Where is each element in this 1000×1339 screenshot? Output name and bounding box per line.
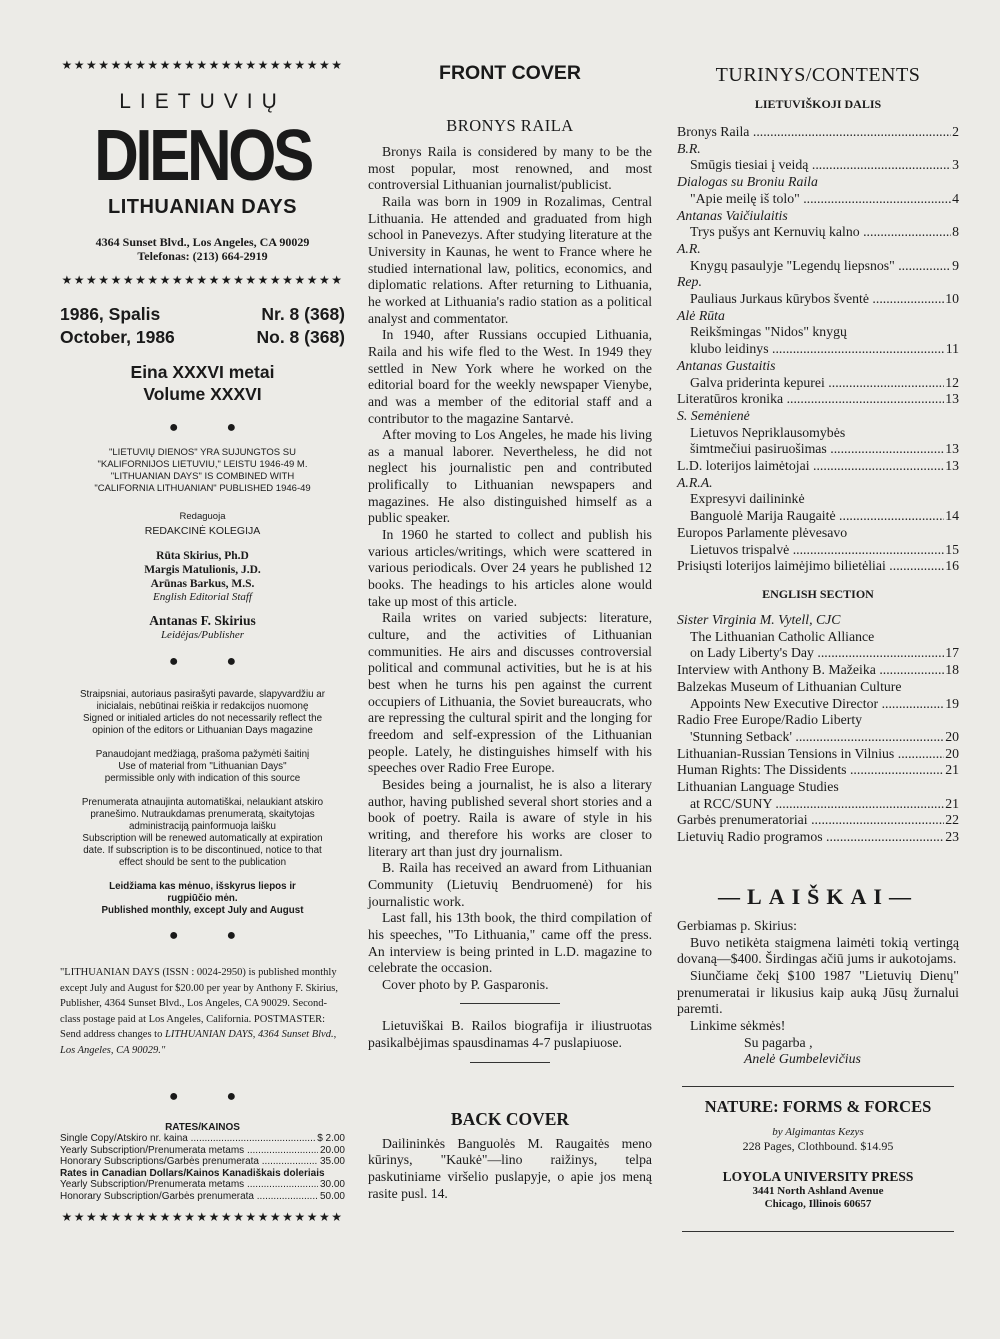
toc-author: Dialogas su Broniu Raila bbox=[677, 174, 818, 190]
lt-biography-note: Lietuviškai B. Railos biografija ir iliustruotas pasikalbėjimas spausdinamas 4-7 puslapiuose. bbox=[368, 1018, 652, 1051]
toc-entry bbox=[677, 224, 959, 241]
toc-page-number: 23 bbox=[945, 829, 959, 845]
rates-title: RATES/KAINOS bbox=[165, 1122, 240, 1133]
rate-row bbox=[60, 1133, 345, 1145]
masthead-logo: DIENOS bbox=[94, 116, 311, 196]
toc-entry-title: Pauliaus Jurkaus kūrybos šventė ..... bbox=[690, 291, 944, 308]
toc-page-number: 13 bbox=[945, 391, 959, 407]
redaguoja-label: Redaguoja bbox=[179, 511, 226, 522]
editorial-board-label: REDAKCINĖ KOLEGIJA bbox=[144, 524, 261, 537]
article-paragraph: Last fall, his 13th book, the third compilation of his speeches, "To Lithuania," came off the press. An interview is being printed in L.D. magazine to celebrate the occasion. bbox=[368, 910, 652, 976]
toc-entry-title: Banguolė Marija Raugaitė ..... bbox=[690, 508, 944, 525]
notice-line: Leidžiama kas mėnuo, išskyrus liepos ir bbox=[109, 881, 296, 892]
star-divider: ★★★★★★★★★★★★★★★★★★★★★★★ bbox=[61, 58, 344, 72]
issue-info bbox=[60, 303, 345, 349]
toc-entry bbox=[677, 558, 959, 575]
toc-title-line: Europos Parlamente plėvesavo bbox=[677, 524, 848, 540]
toc-entry bbox=[677, 645, 959, 662]
issue-number-lt: Nr. 8 (368) bbox=[261, 304, 345, 324]
front-cover-article bbox=[368, 144, 652, 993]
toc-page-number: 12 bbox=[945, 374, 959, 390]
toc-entry bbox=[677, 375, 959, 392]
rate-amount: 50.00 bbox=[319, 1190, 345, 1202]
toc-entry bbox=[677, 796, 959, 813]
rate-row bbox=[60, 1145, 345, 1157]
toc-entry bbox=[677, 508, 959, 525]
letter-greeting: Gerbiamas p. Skirius: bbox=[677, 917, 797, 933]
lt-section-heading: LIETUVIŠKOJI DALIS bbox=[754, 97, 882, 111]
letters-title: —LAIŠKAI— bbox=[718, 883, 918, 909]
toc-author: Antanas Vaičiulaitis bbox=[677, 207, 788, 223]
letter-signature: Anelė Gumbelevičius bbox=[744, 1051, 861, 1067]
toc-entry-title: on Lady Liberty's Day ..... bbox=[690, 645, 944, 662]
notice-line: Prenumerata atnaujinta automatiškai, nelaukiant atskiro bbox=[81, 797, 324, 808]
toc-entry bbox=[677, 542, 959, 559]
toc-page-number: 18 bbox=[945, 662, 959, 678]
toc-entry-title: Prisiųsti loterijos laimėjimo bilietėliai ..... bbox=[677, 558, 944, 575]
toc-entry-title: Lietuvos trispalvė ..... bbox=[690, 542, 944, 559]
toc-page-number: 20 bbox=[945, 728, 959, 744]
masthead-address bbox=[60, 235, 345, 263]
toc-entry bbox=[677, 258, 959, 275]
contents-title: TURINYS/CONTENTS bbox=[715, 64, 921, 86]
notice-line: opinion of the editors or Lithuanian Days magazine bbox=[92, 725, 313, 736]
toc-entry-title: Bronys Raila ..... bbox=[677, 124, 951, 141]
toc-page-number: 2 bbox=[952, 124, 959, 139]
book-advertisement bbox=[677, 1086, 959, 1232]
toc-entry-title: Knygų pasaulyje "Legendų liepsnos" ..... bbox=[690, 258, 951, 275]
notice-line: Published monthly, except July and August bbox=[101, 905, 304, 916]
en-section-heading: ENGLISH SECTION bbox=[762, 586, 874, 601]
bullet-divider: ● ● bbox=[168, 419, 259, 436]
issue-number-en: No. 8 (368) bbox=[256, 327, 345, 347]
toc-entry-title: Literatūros kronika ..... bbox=[677, 391, 944, 408]
issn-address: LITHUANIAN DAYS, 4364 Sunset Blvd., Los Angeles, CA 90029." bbox=[60, 1029, 337, 1056]
toc-author: S. Semėnienė bbox=[677, 407, 750, 423]
toc-entry-title: Lithuanian-Russian Tensions in Vilnius ..... bbox=[677, 746, 944, 763]
toc-entry-title: Interview with Anthony B. Mažeika ..... bbox=[677, 662, 944, 679]
address-line: 4364 Sunset Blvd., Los Angeles, CA 90029 bbox=[95, 235, 310, 249]
toc-entry bbox=[677, 391, 959, 408]
toc-title-line: Radio Free Europe/Radio Liberty bbox=[677, 712, 863, 728]
publisher-name: Antanas F. Skirius bbox=[149, 613, 256, 628]
toc-page-number: 4 bbox=[952, 190, 959, 206]
toc-page-number: 3 bbox=[952, 157, 959, 173]
toc-entry bbox=[677, 458, 959, 475]
masthead-lietuviu: LIETUVIŲ bbox=[119, 90, 286, 113]
divider-line bbox=[460, 1003, 560, 1004]
note-line: "CALIFORNIA LITHUANIAN" PUBLISHED 1946-49 bbox=[94, 483, 311, 494]
rate-label: Single Copy/Atskiro nr. kaina ..... bbox=[60, 1133, 315, 1145]
rate-label: Honorary Subscriptions/Garbės prenumerata ..... bbox=[60, 1156, 318, 1168]
toc-author: B.R. bbox=[677, 140, 701, 156]
lt-contents-list bbox=[677, 124, 959, 575]
toc-entry bbox=[677, 662, 959, 679]
rate-row bbox=[60, 1191, 345, 1203]
staff-member: Rūta Skirius, Ph.D bbox=[156, 550, 249, 562]
toc-title-line: Lietuvos Nepriklausomybės bbox=[690, 424, 846, 440]
issue-date-en: October, 1986 bbox=[60, 327, 175, 347]
article-paragraph: In 1940, after Russians occupied Lithuania, Raila and his wife fled to the West. In 1949 they settled in New York where he worked on the editorial board for the weekly newspaper Vienybe, and was a member of the editorial staff and a contributor to the magazine Santarvė. bbox=[368, 327, 652, 426]
toc-title-line: Lithuanian Language Studies bbox=[677, 779, 839, 795]
front-cover-title: FRONT COVER bbox=[439, 62, 581, 84]
bullet-divider: ● ● bbox=[168, 927, 259, 944]
note-line: "LIETUVIŲ DIENOS" YRA SUJUNGTOS SU bbox=[109, 447, 296, 458]
rate-amount: 35.00 bbox=[319, 1156, 345, 1167]
ad-city: Chicago, Illinois 60657 bbox=[764, 1198, 872, 1211]
toc-entry bbox=[677, 829, 959, 846]
toc-page-number: 17 bbox=[945, 645, 959, 661]
toc-author: Sister Virginia M. Vytell, CJC bbox=[677, 611, 841, 627]
toc-author: Rep. bbox=[677, 274, 702, 290]
toc-page-number: 19 bbox=[945, 695, 959, 711]
toc-entry bbox=[677, 729, 959, 746]
toc-entry-title: Garbės prenumeratoriai ..... bbox=[677, 812, 944, 829]
ad-border-top bbox=[682, 1086, 954, 1087]
article-paragraph: Raila writes on varied subjects: literature, culture, and the activities of Lithuanian communities. He airs and discusses controversial political and communal activities, but he is at his best when he turns his pen against the current occupiers of Lithuania, the Soviet bureaucrats, who are repressing the cultural spirit and the longing for freedom and self-expression of the Lithuanian people. Lately, he distinguishes himself with his speeches over Radio Free Europe. bbox=[368, 610, 652, 776]
toc-entry-title: at RCC/SUNY ..... bbox=[690, 796, 944, 813]
star-divider: ★★★★★★★★★★★★★★★★★★★★★★★ bbox=[61, 1210, 344, 1224]
toc-entry-title: klubo leidinys ..... bbox=[690, 341, 945, 358]
letter-paragraph: Linkime sėkmės! bbox=[690, 1018, 786, 1034]
toc-entry-title: "Apie meilę iš tolo" ..... bbox=[690, 191, 951, 208]
notice-line: rugpiūčio mėn. bbox=[167, 893, 238, 904]
toc-entry bbox=[677, 191, 959, 208]
notice-line: permissible only with indication of this source bbox=[104, 773, 301, 784]
article-paragraph: In 1960 he started to collect and publish his various articles/writings, which were scattered in various periodicals. Over 24 years he published 12 books. The headings to his articles alone would take up most of this article. bbox=[368, 527, 652, 609]
article-author: BRONYS RAILA bbox=[446, 116, 574, 135]
notice-line: Straipsniai, autoriaus pasirašyti pavarde, slapyvardžiu ar bbox=[79, 689, 326, 700]
toc-entry-title: Human Rights: The Dissidents ..... bbox=[677, 762, 944, 779]
staff-member: Margis Matulionis, J.D. bbox=[144, 564, 261, 576]
notice-line: Use of material from "Lithuanian Days" bbox=[118, 761, 287, 772]
signed-articles-notice bbox=[60, 689, 345, 737]
notice-line: Panaudojant medžiagą, prašoma pažymėti šaitinį bbox=[95, 749, 310, 760]
notice-line: Signed or initialed articles do not necessarily reflect the bbox=[82, 713, 323, 724]
rate-label: Yearly Subscription/Prenumerata metams ..... bbox=[60, 1179, 318, 1191]
rate-amount: $ 2.00 bbox=[317, 1133, 345, 1144]
toc-entry-title: Galva priderinta kepurei ..... bbox=[690, 375, 944, 392]
notice-line: date. If subscription is to be discontinued, notice to that bbox=[83, 845, 322, 856]
back-cover-title: BACK COVER bbox=[450, 1108, 570, 1129]
ad-author: by Algimantas Kezys bbox=[772, 1126, 864, 1139]
photo-credit: Cover photo by P. Gasparonis. bbox=[382, 976, 549, 992]
toc-page-number: 11 bbox=[945, 341, 959, 357]
toc-page-number: 16 bbox=[945, 558, 959, 574]
notice-line: Subscription will be renewed automatically at expiration bbox=[82, 833, 323, 844]
letter-paragraph: Buvo netikėta staigmena laimėti tokią vertingą dovaną—$400. Širdingas ačiū jums ir aukotojams. bbox=[677, 934, 959, 967]
ad-border-bottom bbox=[682, 1231, 954, 1232]
ad-details: 228 Pages, Clothbound. $14.95 bbox=[742, 1139, 894, 1154]
toc-entry bbox=[677, 341, 959, 358]
volume-info bbox=[60, 361, 345, 405]
article-paragraph: After moving to Los Angeles, he made his living as a manual laborer. Nevertheless, he did not neglect his journalistic pen and contributed prolifically to Lithuanian newspapers and magazines. He also distinguished himself as a public speaker. bbox=[368, 427, 652, 526]
notice-line: inicialais, nebūtinai reiškia ir redakcijos nuomonę bbox=[96, 701, 309, 712]
contents-column bbox=[677, 0, 959, 1232]
toc-author: A.R.A. bbox=[677, 474, 713, 490]
toc-entry bbox=[677, 696, 959, 713]
toc-page-number: 15 bbox=[945, 541, 959, 557]
issn-text: "LITHUANIAN DAYS (ISSN : 0024-2950) is published monthly except July and August for $20.00 per year by Anthony F. Skirius, Publisher, 4364 Sunset Blvd., Los Angeles, CA 90029. Second-class postage paid at Los Angeles, California. POSTMASTER: Send address changes to bbox=[60, 967, 338, 1040]
toc-page-number: 21 bbox=[945, 762, 959, 778]
subscription-notice bbox=[60, 797, 345, 869]
toc-title-line: The Lithuanian Catholic Alliance bbox=[690, 628, 875, 644]
toc-entry-title: Trys pušys ant Kernuvių kalno ..... bbox=[690, 224, 951, 241]
letter-paragraph: Siunčiame čekį $100 1987 "Lietuvių Dienų" prenumeratai ir likusius kaip auką Jūsų žurnalui paremti. bbox=[677, 967, 959, 1017]
bullet-divider: ● ● bbox=[168, 1088, 259, 1105]
toc-entry bbox=[677, 124, 959, 141]
notice-line: pranešimo. Nutraukdamas prenumeratą, skaitytojas bbox=[90, 809, 315, 820]
toc-page-number: 21 bbox=[945, 795, 959, 811]
toc-author: Alė Rūta bbox=[677, 307, 725, 323]
article-paragraph: Besides being a journalist, he is also a literary author, having published several short stories and a book of poetry. Raila is aware of style in his writing, and therefore his works are closer to literary art than just dry journalism. bbox=[368, 776, 652, 859]
staff-role: English Editorial Staff bbox=[152, 591, 252, 603]
back-cover-text: Dailininkės Banguolės M. Raugaitės meno kūrinys, "Kaukė"—lino raižinys, telpa paskutiniame viršelio puslapyje, o apie jos meną rasite pusl. 14. bbox=[368, 1135, 652, 1201]
note-line: "KALIFORNIJOS LIETUVIU," LEISTU 1946-49 M. bbox=[97, 459, 308, 470]
rate-amount: 20.00 bbox=[319, 1144, 345, 1156]
toc-page-number: 22 bbox=[945, 812, 959, 828]
editorial-staff bbox=[60, 549, 345, 591]
toc-page-number: 13 bbox=[945, 441, 959, 457]
toc-entry-title: 'Stunning Setback' ..... bbox=[690, 729, 944, 746]
publisher-role: Leidėjas/Publisher bbox=[160, 629, 245, 641]
toc-entry-title: Appoints New Executive Director ..... bbox=[690, 696, 944, 713]
merger-note bbox=[60, 447, 345, 495]
toc-title-line: Balzekas Museum of Lithuanian Culture bbox=[677, 678, 902, 694]
toc-page-number: 8 bbox=[952, 224, 959, 240]
rates-table bbox=[60, 1133, 345, 1202]
toc-page-number: 20 bbox=[945, 745, 959, 761]
article-paragraph: Raila was born in 1909 in Rozalimas, Central Lithuania. He attended and graduated from high school in Panevezys. After studying literature at the University in Kaunas, he went to France where he studied international law, politics, economics, and diplomatic relations. After returning to Lithuania, he worked at Lithuania's radio station as a political analyst and commentator. bbox=[368, 193, 652, 326]
article-paragraph: B. Raila has received an award from Lithuanian Community (Lietuvių Bendruomenė) for his journalistic work. bbox=[368, 860, 652, 909]
rate-row bbox=[60, 1179, 345, 1191]
toc-entry bbox=[677, 291, 959, 308]
staff-member: Arūnas Barkus, M.S. bbox=[150, 578, 255, 590]
toc-author: A.R. bbox=[677, 240, 701, 256]
notice-line: administraciją painformuoja laišku bbox=[128, 821, 277, 832]
masthead-column bbox=[60, 0, 345, 1224]
rate-label: Yearly Subscription/Prenumerata metams ..... bbox=[60, 1145, 318, 1157]
en-contents-list bbox=[677, 612, 959, 846]
letter bbox=[677, 918, 959, 1068]
toc-entry-title: Lietuvių Radio programos ..... bbox=[677, 829, 944, 846]
toc-title-line: Reikšmingas "Nidos" knygų bbox=[690, 324, 847, 340]
phone-line: Telefonas: (213) 664-2919 bbox=[137, 249, 268, 263]
volume-lt: Eina XXXVI metai bbox=[130, 362, 275, 382]
toc-entry bbox=[677, 746, 959, 763]
notice-line: effect should be sent to the publication bbox=[118, 857, 287, 868]
volume-en: Volume XXXVI bbox=[143, 384, 262, 404]
toc-entry-title: šimtmečiui pasiruošimas ..... bbox=[690, 441, 944, 458]
toc-page-number: 9 bbox=[952, 257, 959, 273]
note-line: "LITHUANIAN DAYS" IS COMBINED WITH bbox=[110, 471, 295, 482]
ad-book-title: NATURE: FORMS & FORCES bbox=[704, 1097, 932, 1117]
toc-page-number: 14 bbox=[945, 508, 959, 524]
toc-page-number: 13 bbox=[945, 458, 959, 474]
ad-street: 3441 North Ashland Avenue bbox=[752, 1185, 884, 1198]
rates-canada-title: Rates in Canadian Dollars/Kainos Kanadiškais doleriais bbox=[60, 1167, 325, 1179]
divider-line bbox=[470, 1062, 550, 1063]
toc-author: Antanas Gustaitis bbox=[677, 357, 776, 373]
publication-frequency bbox=[60, 881, 345, 917]
issue-date-lt: 1986, Spalis bbox=[60, 304, 161, 324]
rate-label: Honorary Subscription/Garbės prenumerata ..... bbox=[60, 1191, 318, 1203]
letter-closing: Su pagarba , bbox=[744, 1034, 813, 1050]
rate-row bbox=[60, 1156, 345, 1168]
article-paragraph: Bronys Raila is considered by many to be the most popular, most renowned, and most controversial Lithuanian journalist/publicist. bbox=[368, 144, 652, 193]
toc-entry bbox=[677, 812, 959, 829]
masthead-subtitle: LITHUANIAN DAYS bbox=[108, 196, 297, 218]
toc-entry bbox=[677, 441, 959, 458]
source-notice bbox=[60, 749, 345, 785]
toc-entry bbox=[677, 157, 959, 174]
front-cover-column bbox=[368, 0, 652, 1202]
toc-title-line: Expresyvi dailininkė bbox=[690, 491, 805, 507]
star-divider: ★★★★★★★★★★★★★★★★★★★★★★★ bbox=[61, 273, 344, 287]
rate-amount: 30.00 bbox=[319, 1179, 345, 1190]
ad-publisher: LOYOLA UNIVERSITY PRESS bbox=[722, 1169, 914, 1185]
toc-entry bbox=[677, 762, 959, 779]
toc-entry-title: Smūgis tiesiai į veidą ..... bbox=[690, 157, 951, 174]
toc-page-number: 10 bbox=[945, 291, 959, 307]
toc-entry-title: L.D. loterijos laimėtojai ..... bbox=[677, 458, 944, 475]
issn-statement bbox=[60, 965, 345, 1058]
bullet-divider: ● ● bbox=[168, 653, 259, 670]
